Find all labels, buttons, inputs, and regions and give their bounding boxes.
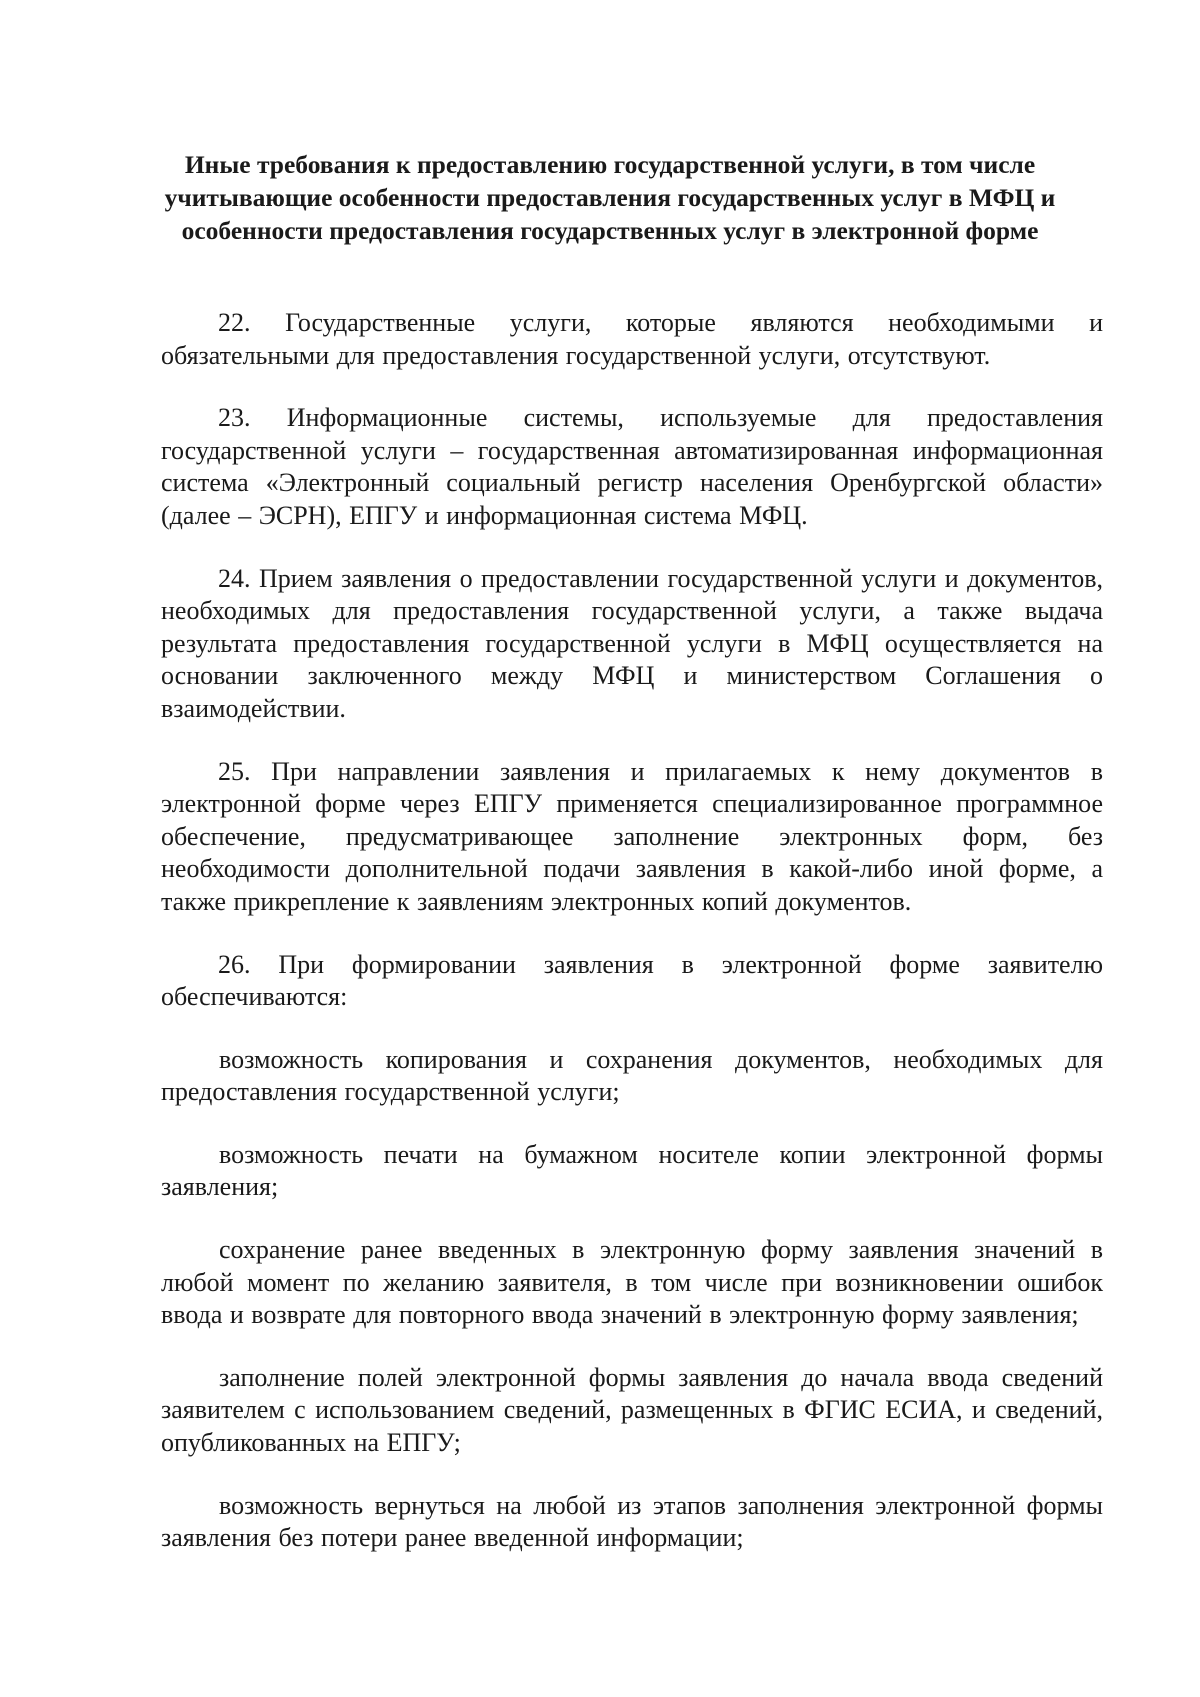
paragraph-text: Прием заявления о предоставлении государственной услуги и документов, необходимых для предоставления государственной услуги, а также выдача результата предоставления государственной услуги в МФЦ осуществляется на основании заключенного между МФЦ и министерством Соглашения о взаимодействии. bbox=[161, 563, 1103, 723]
list-item: возможность вернуться на любой из этапов заполнения электронной формы заявления без потери ранее введенной информации; bbox=[161, 1490, 1103, 1553]
paragraph-text: Информационные системы, используемые для предоставления государственной услуги – государственная автоматизированная информационная система «Электронный социальный регистр населения Оренбургской области» (далее – ЭСРН), ЕПГУ и информационная система МФЦ. bbox=[161, 403, 1103, 530]
paragraph-number: 24. bbox=[218, 563, 251, 593]
document-body bbox=[161, 307, 1103, 1585]
paragraph-23 bbox=[161, 402, 1103, 532]
list-item: сохранение ранее введенных в электронную форму заявления значений в любой момент по желанию заявителя, в том числе при возникновении ошибок ввода и возврате для повторного ввода значений в электронную форму заявления; bbox=[161, 1235, 1103, 1330]
list-item: возможность копирования и сохранения документов, необходимых для предоставления государственной услуги; bbox=[161, 1044, 1103, 1107]
section-heading: Иные требования к предоставлению государственной услуги, в том числе учитывающие особенности предоставления государственных услуг в МФЦ и особенности предоставления государственных услуг в электронной форме bbox=[164, 150, 1056, 245]
paragraph-number: 22. bbox=[218, 308, 251, 337]
paragraph-22 bbox=[161, 307, 1103, 372]
paragraph-number: 26. bbox=[218, 949, 251, 979]
paragraph-24 bbox=[161, 563, 1103, 726]
paragraph-text: При формировании заявления в электронной форме заявителю обеспечиваются: bbox=[161, 949, 1103, 1012]
paragraph-number: 23. bbox=[218, 403, 251, 433]
paragraph-26 bbox=[161, 949, 1103, 1014]
paragraph-text: Государственные услуги, которые являются необходимыми и обязательными для предоставления государственной услуги, отсутствуют. bbox=[161, 308, 1104, 370]
paragraph-25 bbox=[161, 756, 1103, 919]
list-item: возможность печати на бумажном носителе копии электронной формы заявления; bbox=[161, 1139, 1103, 1202]
paragraph-number: 25. bbox=[218, 756, 251, 786]
paragraph-text: При направлении заявления и прилагаемых к нему документов в электронной форме через ЕПГУ применяется специализированное программное обеспечение, предусматривающее заполнение электронных форм, без необходимости дополнительной подачи заявления в какой-либо иной форме, а также прикрепление к заявлениям электронных копий документов. bbox=[161, 756, 1104, 916]
list-item: заполнение полей электронной формы заявления до начала ввода сведений заявителем с использованием сведений, размещенных в ФГИС ЕСИА, и сведений, опубликованных на ЕПГУ; bbox=[161, 1362, 1103, 1458]
